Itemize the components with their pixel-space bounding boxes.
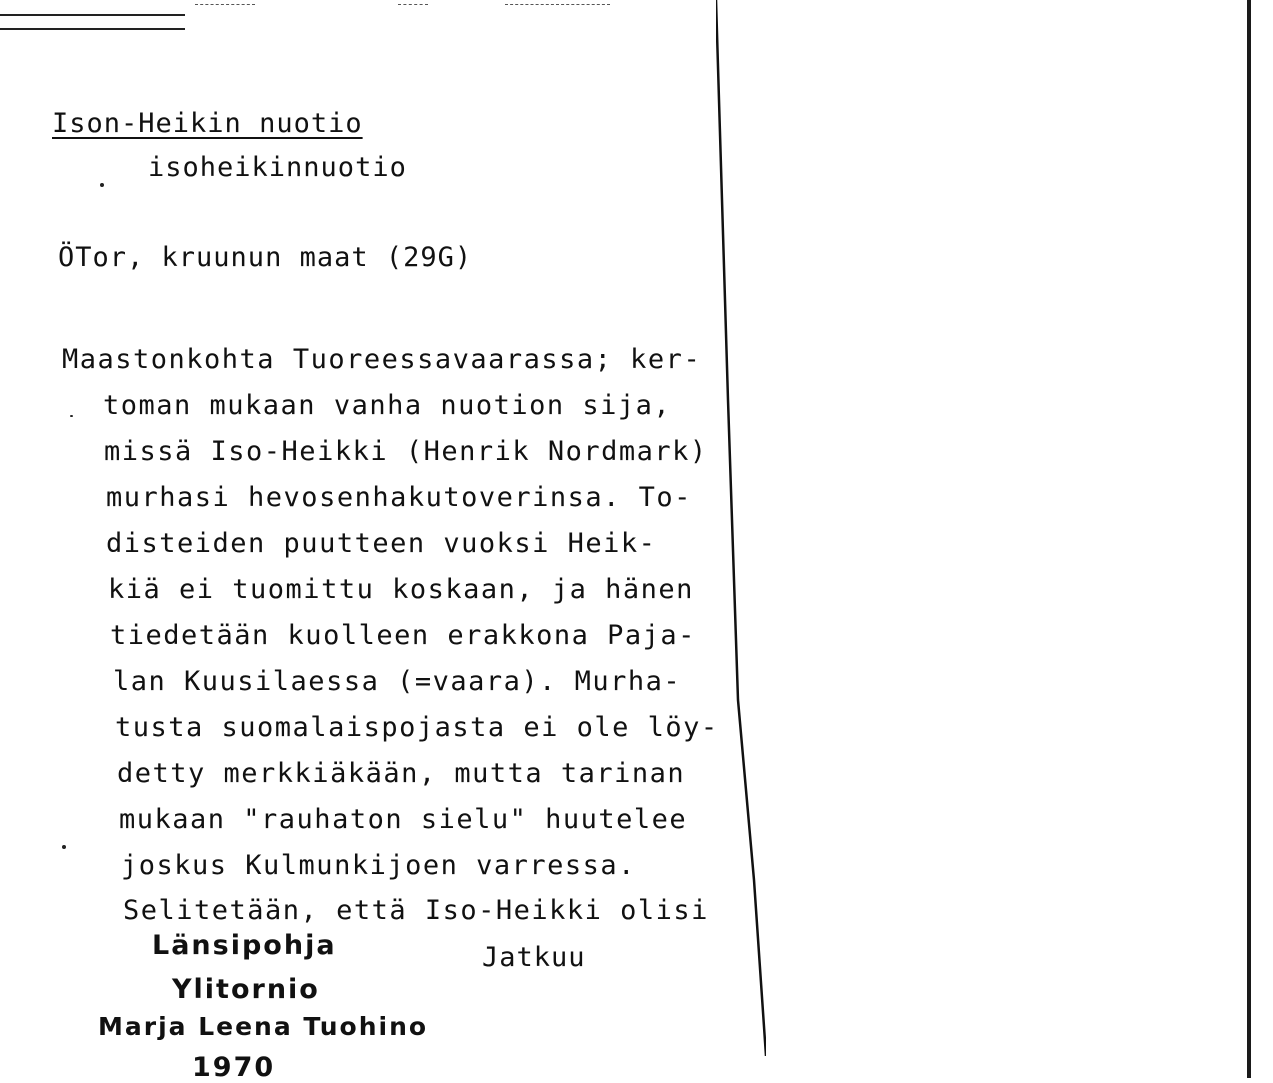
body-line: kiä ei tuomittu koskaan, ja hänen [108, 574, 694, 605]
body-line: missä Iso-Heikki (Henrik Nordmark) [104, 436, 708, 467]
phonetic-transcription: isoheikinnuotio [148, 152, 407, 183]
place-name-title: Ison-Heikin nuotio [52, 108, 363, 139]
top-rule-line [0, 28, 185, 30]
scan-dash [195, 4, 255, 6]
stamp-collector: Marja Leena Tuohino [98, 1012, 429, 1041]
location-line: ÖTor, kruunun maat (29G) [58, 242, 473, 273]
stamp-year: 1970 [192, 1052, 276, 1083]
body-line: toman mukaan vanha nuotion sija, [103, 390, 672, 421]
body-line: murhasi hevosenhakutoverinsa. To- [106, 482, 692, 513]
body-line: Selitetään, että Iso-Heikki olisi [123, 895, 709, 926]
scan-speck [100, 183, 104, 187]
card-right-border [1247, 0, 1251, 1078]
scan-dash [505, 4, 610, 6]
body-line: lan Kuusilaessa (=vaara). Murha- [113, 666, 682, 697]
stamp-region: Länsipohja [152, 930, 337, 961]
continues-label: Jatkuu [482, 942, 586, 973]
body-line: disteiden puutteen vuoksi Heik- [106, 528, 657, 559]
scan-speck [70, 415, 73, 417]
body-line: mukaan "rauhaton sielu" huutelee [119, 804, 688, 835]
body-line: joskus Kulmunkijoen varressa. [121, 850, 636, 881]
stamp-parish: Ylitornio [172, 974, 320, 1005]
body-line: detty merkkiäkään, mutta tarinan [117, 758, 686, 789]
body-line: Maastonkohta Tuoreessavaarassa; ker- [62, 344, 702, 375]
top-rule-line [0, 14, 185, 16]
scan-dash [398, 4, 428, 6]
card-edge-line [716, 0, 766, 1056]
scan-speck [62, 845, 66, 849]
body-line: tusta suomalaispojasta ei ole löy- [115, 712, 719, 743]
body-line: tiedetään kuolleen erakkona Paja- [110, 620, 696, 651]
